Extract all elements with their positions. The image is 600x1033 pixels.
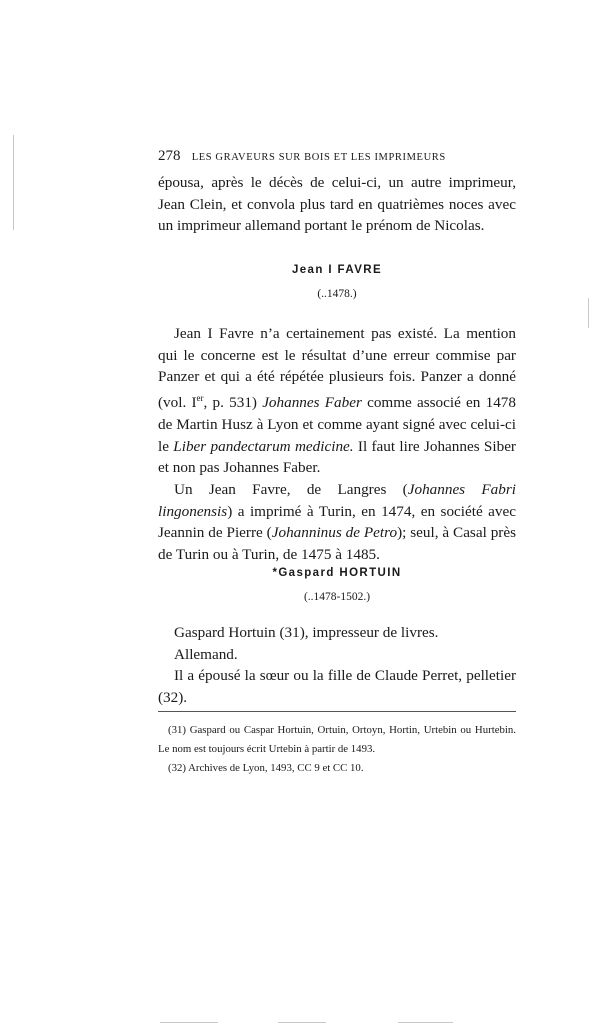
intro-block xyxy=(158,172,516,237)
page-number: 278 xyxy=(158,148,181,164)
footnote-rule xyxy=(158,711,516,712)
favre-p1-c: comme associé en 1478 de Martin Husz à Lyon et comme ayant signé avec celui-ci le xyxy=(158,394,516,455)
section-hortuin-body xyxy=(158,622,516,709)
favre-p1-d: Il faut lire Johannes Siber et non pas Johannes Faber. xyxy=(158,437,516,477)
favre-p2-b: ) a imprimé à Turin, en 1474, en société avec Jeannin de Pierre ( xyxy=(158,502,516,542)
running-header xyxy=(158,148,516,165)
favre-p2-italic-2: Johanninus de Petro xyxy=(271,524,398,542)
scan-margin-line-right xyxy=(588,298,589,328)
favre-paragraph-2 xyxy=(158,479,516,566)
scan-bottom-line-2 xyxy=(278,1022,326,1023)
running-title: LES GRAVEURS SUR BOIS ET LES IMPRIMEURS xyxy=(191,152,446,163)
section-title-favre: Jean I FAVRE xyxy=(291,264,383,276)
hortuin-paragraph-3: Il a épousé la sœur ou la fille de Claude Perret, pelletier (32). xyxy=(158,667,516,707)
section-hortuin-heading xyxy=(158,567,516,579)
hortuin-paragraph-1: Gaspard Hortuin (31), impresseur de livres. xyxy=(174,624,439,641)
footnote-31: (31) Gaspard ou Caspar Hortuin, Ortuin, Ortoyn, Hortin, Urtebin ou Hurtebin. Le nom est toujours écrit Urtebin à partir de 1493. xyxy=(158,724,516,755)
hortuin-paragraph-2: Allemand. xyxy=(174,645,238,663)
favre-p2-c: ); seul, à Casal près de Turin ou à Turin, de 1475 à 1485. xyxy=(158,524,517,564)
favre-p1-sup: er xyxy=(196,393,204,404)
favre-p1-italic-2: Liber pandectarum medicine. xyxy=(173,437,354,455)
scan-bottom-line-3 xyxy=(398,1022,453,1023)
scan-margin-line-left xyxy=(13,135,14,230)
favre-p2-a: Un Jean Favre, de Langres ( xyxy=(174,480,408,498)
favre-p2-italic-1: Johannes Fabri lingonensis xyxy=(158,480,516,520)
section-title-hortuin: *Gaspard HORTUIN xyxy=(272,567,402,579)
intro-paragraph: épousa, après le décès de celui-ci, un autre imprimeur, Jean Clein, et convola plus tard en quatrièmes noces avec un imprimeur allemand portant le prénom de Nicolas. xyxy=(158,174,516,235)
footnotes xyxy=(158,721,516,777)
favre-p1-italic-1: Johannes Faber xyxy=(262,394,362,412)
section-dates-hortuin: (..1478-1502.) xyxy=(303,591,371,603)
section-favre-dates-block xyxy=(158,288,516,300)
section-favre-heading xyxy=(158,264,516,276)
scan-bottom-line-1 xyxy=(160,1022,218,1023)
favre-paragraph-1 xyxy=(158,323,516,479)
section-dates-favre: (..1478.) xyxy=(317,288,357,300)
section-favre-body xyxy=(158,323,516,566)
footnote-32: (32) Archives de Lyon, 1493, CC 9 et CC 10. xyxy=(168,761,364,774)
section-hortuin-dates-block xyxy=(158,591,516,603)
favre-p1-a: Jean I Favre n’a certainement pas existé. La mention qui le concerne est le résultat d’une erreur commise par Panzer et qui a été répétée plusieurs fois. Panzer a donné (vol. I xyxy=(158,325,516,412)
favre-p1-b: , p. 531) xyxy=(203,394,263,412)
